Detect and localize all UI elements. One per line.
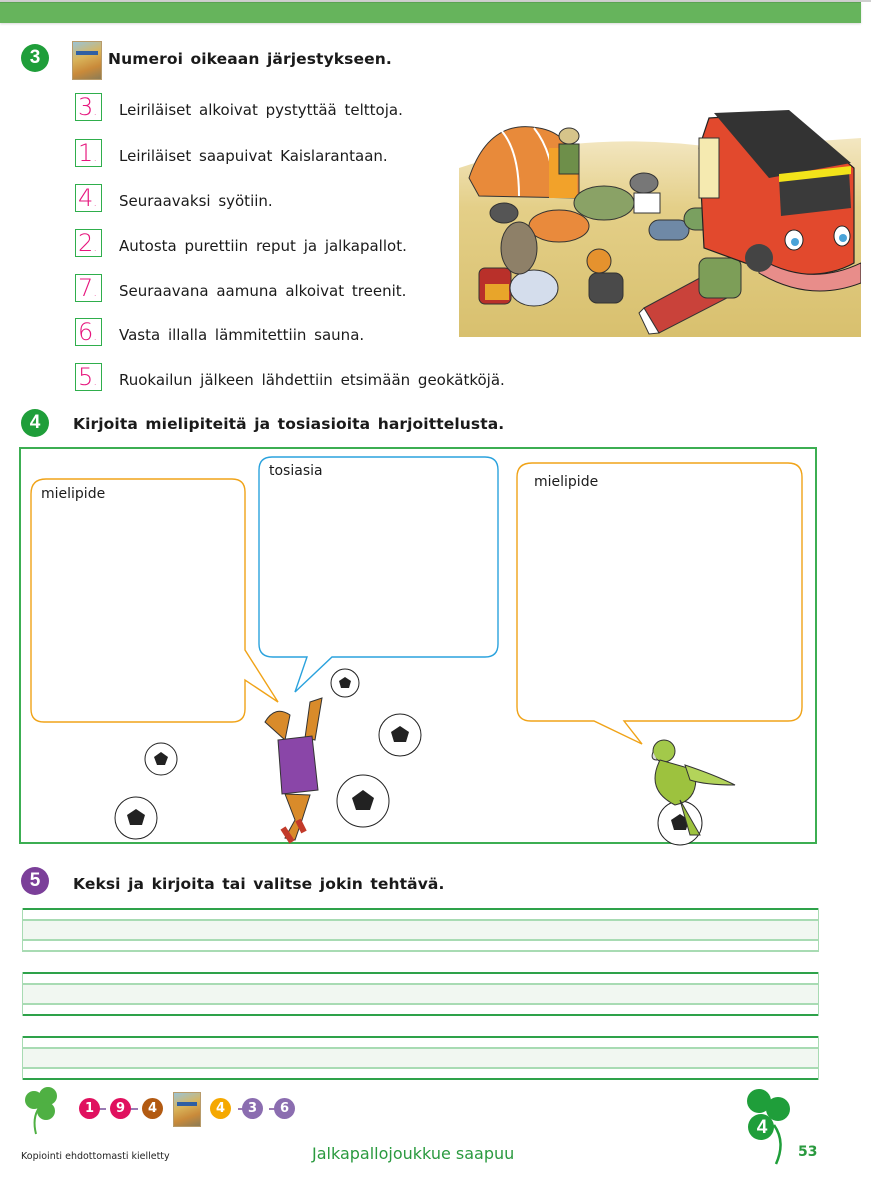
- answer-period: .: [93, 240, 98, 254]
- answer-period: .: [93, 150, 98, 164]
- writing-line-3[interactable]: [22, 1036, 819, 1080]
- fact-input[interactable]: [264, 484, 492, 652]
- football-icon: [337, 775, 389, 827]
- answer-period: .: [93, 374, 98, 388]
- answer-period: .: [93, 195, 98, 209]
- answer-value: 7: [78, 274, 94, 302]
- bubble-label-fact: tosiasia: [269, 463, 323, 479]
- writing-line-2[interactable]: [22, 972, 819, 1016]
- football-icon: [379, 714, 421, 756]
- chapter-title: Jalkapallojoukkue saapuu: [312, 1144, 515, 1163]
- sentence-text: Ruokailun jälkeen lähdettiin etsimään geokätköjä.: [119, 371, 505, 389]
- book-cover-icon: [72, 41, 102, 80]
- copyright-notice: Kopiointi ehdottomasti kielletty: [21, 1151, 170, 1162]
- answer-box[interactable]: [75, 93, 102, 121]
- answer-value: 3: [78, 93, 94, 121]
- section-3-title: Numeroi oikeaan järjestykseen.: [108, 50, 392, 68]
- bubble-label-opinion-right: mielipide: [534, 474, 599, 490]
- badge-3: 4: [142, 1098, 163, 1119]
- answer-period: .: [93, 329, 98, 343]
- sentence-text: Vasta illalla lämmitettiin sauna.: [119, 326, 365, 344]
- football-icon: [331, 669, 359, 697]
- sentence-text: Seuraavana aamuna alkoivat treenit.: [119, 282, 407, 300]
- football-icon: [658, 801, 702, 845]
- answer-box[interactable]: [75, 363, 102, 391]
- camp-van-illustration: [459, 108, 861, 337]
- section-4-title: Kirjoita mielipiteitä ja tosiasioita harjoittelusta.: [73, 415, 505, 433]
- dog-player-illustration: [265, 698, 322, 842]
- badge-4: 4: [210, 1098, 231, 1119]
- answer-value: 4: [78, 184, 94, 212]
- answer-value: 5: [78, 363, 94, 391]
- clover-icon: [22, 1086, 62, 1136]
- answer-box[interactable]: [75, 274, 102, 302]
- sentence-text: Leiriläiset saapuivat Kaislarantaan.: [119, 147, 388, 165]
- football-icon: [145, 743, 177, 775]
- football-icon: [115, 797, 157, 839]
- answer-value: 1: [78, 139, 94, 167]
- header-bar: [0, 2, 861, 23]
- section-5-title: Keksi ja kirjoita tai valitse jokin tehtävä.: [73, 875, 445, 893]
- sentence-text: Autosta purettiin reput ja jalkapallot.: [119, 237, 407, 255]
- answer-box[interactable]: [75, 139, 102, 167]
- sentence-text: Leiriläiset alkoivat pystyttää telttoja.: [119, 101, 403, 119]
- book-cover-icon: [173, 1092, 201, 1127]
- answer-period: .: [93, 104, 98, 118]
- answer-box[interactable]: [75, 184, 102, 212]
- answer-box[interactable]: [75, 229, 102, 257]
- badge-5: 3: [242, 1098, 263, 1119]
- page-number: 53: [798, 1144, 818, 1160]
- badge-1: 1: [79, 1098, 100, 1119]
- bubble-label-opinion-left: mielipide: [41, 486, 106, 502]
- writing-line-1[interactable]: [22, 908, 819, 952]
- answer-value: 6: [78, 318, 94, 346]
- section-4-number: 4: [21, 409, 49, 437]
- answer-box[interactable]: [75, 318, 102, 346]
- badge-2: 9: [110, 1098, 131, 1119]
- chapter-number: 4: [756, 1117, 768, 1138]
- section-3-number: 3: [21, 44, 49, 72]
- section-5-number: 5: [21, 867, 49, 895]
- badge-6: 6: [274, 1098, 295, 1119]
- difficulty-badges: [79, 1098, 299, 1120]
- answer-value: 2: [78, 229, 94, 257]
- sentence-text: Seuraavaksi syötiin.: [119, 192, 273, 210]
- answer-period: .: [93, 285, 98, 299]
- football-scene-illustration: [100, 660, 800, 850]
